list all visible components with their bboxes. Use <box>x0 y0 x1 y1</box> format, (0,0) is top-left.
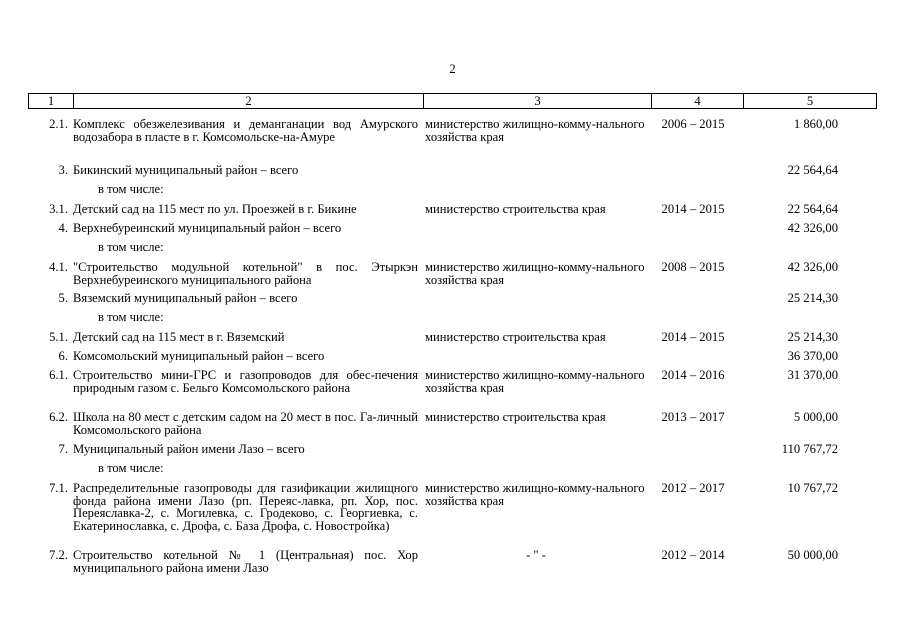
row-number: 6.2. <box>49 410 68 424</box>
row-period: 2012 – 2017 <box>661 481 725 495</box>
row-amount: 10 767,72 <box>787 481 838 495</box>
row-number: 5.1. <box>49 330 68 344</box>
header-col-4: 4 <box>652 94 744 108</box>
row-name: в том числе: <box>98 182 164 196</box>
row-name: Комсомольский муниципальный район – всего <box>73 349 325 363</box>
row-period: 2014 – 2015 <box>661 330 725 344</box>
row-name: в том числе: <box>98 461 164 475</box>
header-col-1: 1 <box>29 94 74 108</box>
row-number: 7.1. <box>49 481 68 495</box>
row-name: Детский сад на 115 мест по ул. Проезжей в г. Бикине <box>73 202 357 216</box>
row-number: 4.1. <box>49 260 68 274</box>
row-number: 3. <box>58 163 68 177</box>
row-name: Бикинский муниципальный район – всего <box>73 163 299 177</box>
row-amount: 25 214,30 <box>787 291 838 305</box>
row-name: Вяземский муниципальный район – всего <box>73 291 298 305</box>
row-amount: 22 564,64 <box>787 163 838 177</box>
row-amount: 42 326,00 <box>787 260 838 274</box>
row-name: Комплекс обезжелезивания и деманганации вод Амурского водозабора в пласте в г. Комсомольске-на-Амуре <box>73 117 418 144</box>
row-amount: 22 564,64 <box>787 202 838 216</box>
row-number: 7. <box>58 442 68 456</box>
row-number: 5. <box>58 291 68 305</box>
row-ministry: - " - <box>526 548 546 562</box>
row-ministry: министерство строительства края <box>425 410 606 424</box>
row-name: Верхнебуреинский муниципальный район – всего <box>73 221 342 235</box>
row-number: 4. <box>58 221 68 235</box>
row-name: Распределительные газопроводы для газификации жилищного фонда района имени Лазо (рп. Переяс-лавка, рп. Хор, пос. Переяславка-2, с. Могилевка, с. Гродеково, с. Георгиевка, с. Екатеринославка, с. Дрофа, с. База Дрофа, с. Новостройка) <box>73 481 418 533</box>
header-col-2: 2 <box>74 94 424 108</box>
row-name: Строительство мини-ГРС и газопроводов для обес-печения природным газом с. Бельго Комсомольского района <box>73 368 418 395</box>
row-ministry: министерство жилищно-комму-нального хозяйства края <box>425 260 645 287</box>
row-period: 2012 – 2014 <box>661 548 725 562</box>
row-amount: 50 000,00 <box>787 548 838 562</box>
row-period: 2014 – 2015 <box>661 202 725 216</box>
row-period: 2006 – 2015 <box>661 117 725 131</box>
row-number: 6. <box>58 349 68 363</box>
row-name: Муниципальный район имени Лазо – всего <box>73 442 305 456</box>
row-number: 3.1. <box>49 202 68 216</box>
row-amount: 5 000,00 <box>793 410 838 424</box>
row-name: "Строительство модульной котельной" в пос. Этыркэн Верхнебуреинского муниципального района <box>73 260 418 287</box>
row-name: в том числе: <box>98 310 164 324</box>
row-amount: 36 370,00 <box>787 349 838 363</box>
row-ministry: министерство жилищно-комму-нального хозяйства края <box>425 481 645 508</box>
header-col-5: 5 <box>806 94 814 108</box>
row-name: Детский сад на 115 мест в г. Вяземский <box>73 330 285 344</box>
row-amount: 110 767,72 <box>781 442 838 456</box>
row-amount: 1 860,00 <box>793 117 838 131</box>
row-ministry: министерство жилищно-комму-нального хозяйства края <box>425 368 645 395</box>
row-name: Школа на 80 мест с детским садом на 20 мест в пос. Га-личный Комсомольского района <box>73 410 418 437</box>
row-amount: 42 326,00 <box>787 221 838 235</box>
table-header <box>28 93 877 109</box>
row-period: 2008 – 2015 <box>661 260 725 274</box>
page-number: 2 <box>449 62 456 76</box>
row-name: в том числе: <box>98 240 164 254</box>
row-amount: 31 370,00 <box>787 368 838 382</box>
row-number: 7.2. <box>49 548 68 562</box>
row-amount: 25 214,30 <box>787 330 838 344</box>
row-ministry: министерство строительства края <box>425 330 606 344</box>
header-col-3: 3 <box>424 94 652 108</box>
row-period: 2013 – 2017 <box>661 410 725 424</box>
row-number: 2.1. <box>49 117 68 131</box>
row-ministry: министерство строительства края <box>425 202 606 216</box>
row-number: 6.1. <box>49 368 68 382</box>
row-name: Строительство котельной № 1 (Центральная) пос. Хор муниципального района имени Лазо <box>73 548 418 575</box>
row-ministry: министерство жилищно-комму-нального хозяйства края <box>425 117 645 144</box>
row-period: 2014 – 2016 <box>661 368 725 382</box>
